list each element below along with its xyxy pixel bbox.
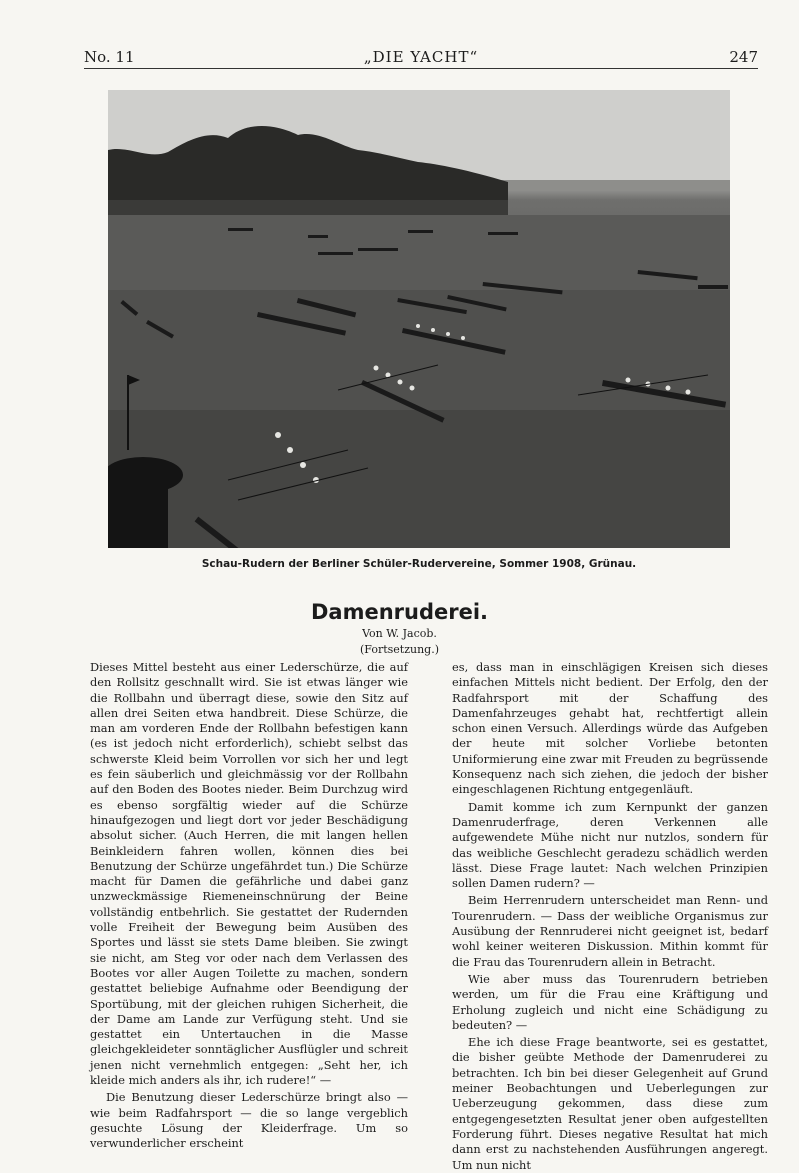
left-column — [90, 660, 408, 1152]
photo-caption: Schau-Rudern der Berliner Schüler-Rudervereine, Sommer 1908, Grünau. — [201, 558, 637, 570]
rowing-scene-illustration — [108, 90, 730, 548]
issue-number: No. 11 — [84, 48, 135, 66]
journal-title: „DIE YACHT“ — [363, 48, 479, 66]
rowing-photo — [108, 90, 730, 548]
page-number: 247 — [729, 48, 758, 66]
article-title: Damenruderei. — [310, 600, 489, 624]
running-header — [84, 46, 758, 69]
article-author: Von W. Jacob. — [362, 627, 437, 640]
paragraph: Die Benutzung dieser Lederschürze bringt also — wie beim Radfahrsport — die so lange vergeblich gesuchte Lösung der Kleiderfrage. Um so verwunderlicher erscheint — [90, 1090, 408, 1151]
right-column — [452, 660, 768, 1173]
paragraph: Wie aber muss das Tourenrudern betrieben werden, um für die Frau eine Kräftigung und Erholung zugleich und nicht eine Schädigung zu bedeuten? — — [452, 971, 768, 1032]
paragraph: Beim Herrenrudern unterscheidet man Renn- und Tourenrudern. — Dass der weibliche Organismus zur Ausübung der Rennruderei nicht geeignet ist, bedarf wohl keiner weiteren Diskussion. Mithin kommt für die Frau das Tourenrudern allein in Betracht. — [452, 893, 768, 969]
continuation-note: (Fortsetzung.) — [360, 643, 439, 656]
paragraph: Damit komme ich zum Kernpunkt der ganzen Damenruderfrage, deren Verkennen alle aufgewendete Mühe nicht nur nutzlos, sondern für das weibliche Geschlecht geradezu schädlich werden lässt. Diese Frage lautet: Nach welchen Prinzipien sollen Damen rudern? — — [452, 799, 768, 891]
paragraph: Ehe ich diese Frage beantworte, sei es gestattet, die bisher geübte Methode der Damenruderei zu betrachten. Ich bin bei dieser Gelegenheit auf Grund meiner Beobachtungen und Ueberlegungen zur Ueberzeugung gekommen, dass diese zum entgegengesetzten Resultat jener oben aufgestellten Forderung führt. Dieses negative Resultat hat mich dann erst zu nachstehenden Ausführungen angeregt. Um nun nicht — [452, 1035, 768, 1172]
paragraph: Dieses Mittel besteht aus einer Lederschürze, die auf den Rollsitz geschnallt wird. Sie ist etwas länger wie die Rollbahn und überragt diese, sowie den Sitz auf allen drei Seiten etwa handbreit. Diese Schürze, die man am vorderen Ende der Rollbahn befestigen kann (es ist jedoch nicht erforderlich), schiebt selbst das schwerste Kleid beim Vorrollen vor sich her und legt es fein säuberlich und gleichmässig vor der Rollbahn auf den Boden des Bootes nieder. Beim Durchzug wird es ebenso sorgfältig wieder auf die Schürze hinaufgezogen und liegt dort vor jeder Beschädigung absolut sicher. (Auch Herren, die mit langen hellen Beinkleidern fahren wollen, können dies bei Benutzung der Schürze ungefährdet tun.) Die Schürze macht für Damen die gefährliche und dabei ganz unzweckmässige Riemeneinschnürung der Beine vollständig entbehrlich. Sie gestattet der Rudernden volle Freiheit der Bewegung beim Ausüben des Sportes und lässt sie stets Dame bleiben. Sie zwingt sie nicht, am Steg vor oder nach dem Verlassen des Bootes vor aller Augen Toilette zu machen, sondern gestattet beliebige Aufnahme oder Beendigung der Sportübung, mit der gleichen ruhigen Sicherheit, die der Dame am Lande zur Verfügung steht. Und sie gestattet ein Untertauchen in die Masse gleichgekleideter sonntäglicher Ausflügler und schreit jenen nicht vernehmlich entgegen: „Seht her, ich kleide mich anders als ihr, ich rudere!“ — — [90, 660, 408, 1088]
paragraph: es, dass man in einschlägigen Kreisen sich dieses einfachen Mittels nicht bedient. Der Erfolg, den der Radfahrsport mit der Schaffung des Damenfahrzeuges gehabt hat, rechtfertigt allein schon einen Versuch. Allerdings würde das Aufgeben der heute mit solcher Vorliebe betonten Uniformierung eine zwar mit Freuden zu begrüssende Konsequenz nach sich ziehen, die jedoch der bisher eingeschlagenen Richtung entgegenläuft. — [452, 660, 768, 797]
